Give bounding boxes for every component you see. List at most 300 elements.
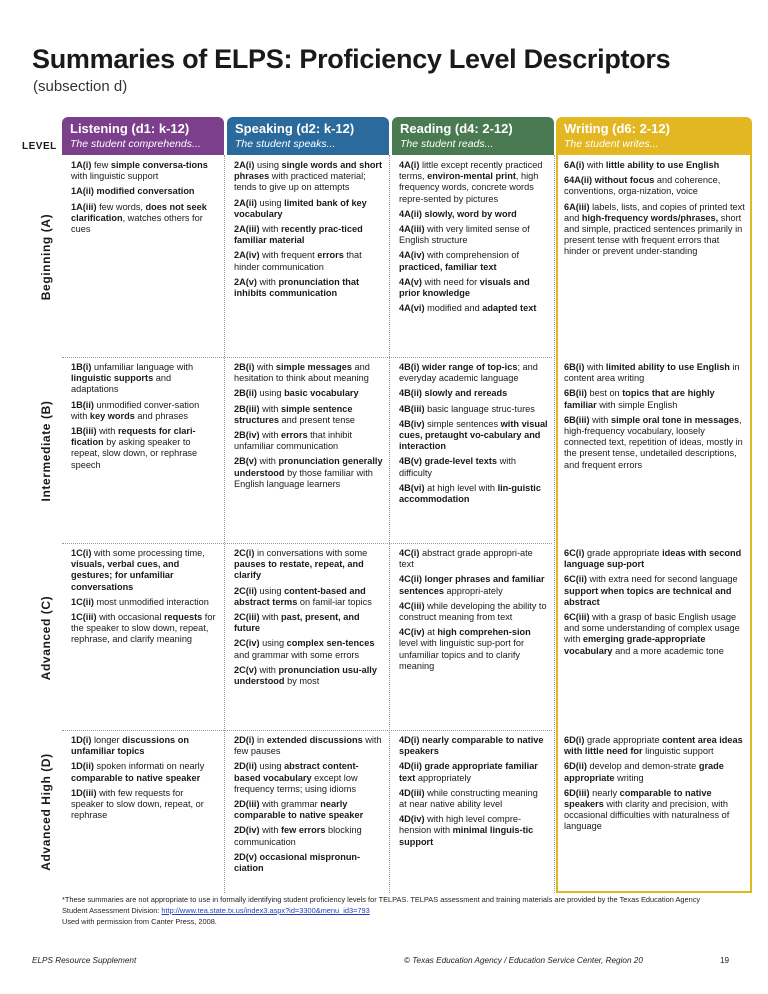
descriptor-emphasis: content-based and abstract terms	[234, 585, 366, 607]
descriptor-text: with	[262, 612, 281, 623]
descriptor-text: with	[262, 825, 281, 836]
descriptor-code: 2C(i)	[234, 548, 257, 558]
descriptor-text: with comprehension of	[427, 250, 520, 261]
descriptor-emphasis: errors	[281, 430, 308, 441]
descriptor-code: 4A(iii)	[399, 224, 428, 235]
descriptor-item	[71, 612, 218, 646]
page-subtitle: (subsection d)	[33, 78, 128, 95]
descriptor-text: with	[259, 276, 279, 287]
descriptor-item	[399, 456, 548, 478]
footer-center: © Texas Education Agency / Education Service Center, Region 20	[404, 956, 643, 965]
row-label-text: Advanced (C)	[39, 595, 53, 680]
descriptor-code: 4B(vi)	[399, 482, 428, 493]
descriptor-emphasis: key words	[89, 410, 135, 421]
row-label	[36, 545, 56, 730]
descriptor-text: ; and everyday academic language	[399, 362, 538, 384]
descriptor-text: with occasional	[99, 612, 164, 623]
descriptor-emphasis: minimal linguis-tic support	[399, 825, 534, 847]
descriptor-emphasis: occasional mispronun-ciation	[234, 851, 361, 874]
descriptor-text: by those familiar with English language learners	[234, 467, 373, 489]
descriptor-text: that hinder communication	[234, 250, 362, 272]
descriptor-text: and present tense	[278, 414, 356, 425]
descriptor-text: at high level with	[427, 482, 498, 493]
footer-left: ELPS Resource Supplement	[32, 956, 137, 965]
descriptor-emphasis: grade-level texts	[424, 456, 498, 467]
descriptor-emphasis: requests for clari-fication	[71, 426, 196, 448]
descriptor-emphasis: with visual cues, pretaught vo-cabulary and interaction	[399, 418, 548, 452]
descriptor-code: 1A(i)	[71, 160, 94, 170]
descriptor-code: 2B(i)	[234, 362, 257, 372]
descriptor-emphasis: slowly, word by word	[424, 208, 517, 219]
descriptor-code: 6A(i)	[564, 160, 587, 170]
row-label-text: Beginning (A)	[39, 213, 53, 301]
descriptor-code: 2C(iv)	[234, 638, 263, 649]
level-column-label: LEVEL	[22, 141, 57, 152]
descriptor-code: 4B(ii)	[399, 388, 425, 399]
descriptor-item	[564, 415, 745, 471]
descriptor-code: 4C(i)	[399, 548, 422, 558]
descriptor-text: grade appropriate	[586, 735, 663, 745]
descriptor-item	[399, 483, 548, 505]
descriptor-emphasis: grade appropriate familiar text	[399, 761, 538, 783]
descriptor-text: with	[259, 456, 279, 467]
descriptor-text: that inhibit unfamiliar communication	[234, 430, 352, 452]
descriptor-item	[564, 548, 745, 570]
row-label	[36, 157, 56, 357]
column-header-name: Writing (d6: 2-12)	[564, 121, 670, 136]
descriptor-code: 2A(iv)	[234, 250, 263, 261]
descriptor-text: develop and demon-strate	[589, 761, 699, 772]
descriptor-code: 2C(v)	[234, 664, 260, 675]
descriptor-text: longer	[93, 735, 123, 745]
descriptor-text: , watches others for cues	[71, 212, 203, 235]
column-header-reading	[392, 117, 554, 155]
descriptor-text: with simple English	[596, 399, 678, 410]
descriptor-emphasis: simple messages	[275, 362, 352, 372]
descriptor-text: with difficulty	[399, 456, 516, 478]
descriptor-text: and coherence, conventions, orga-nization, voice	[564, 175, 721, 197]
column-header-name: Listening (d1: k-12)	[70, 121, 190, 136]
descriptor-item	[234, 761, 383, 795]
descriptor-emphasis: discussions on unfamiliar topics	[71, 735, 189, 757]
descriptor-emphasis: simple conversa-tions	[110, 160, 208, 170]
descriptor-cell	[62, 157, 224, 357]
descriptor-item	[71, 788, 218, 822]
descriptor-code: 2D(i)	[234, 735, 257, 745]
descriptor-code: 1D(ii)	[71, 761, 97, 772]
descriptor-text: with few pauses	[234, 735, 382, 757]
descriptor-item	[71, 735, 218, 757]
descriptor-cell	[555, 732, 751, 892]
descriptor-emphasis: abstract content-based vocabulary	[234, 761, 359, 783]
descriptor-code: 1D(i)	[71, 735, 94, 745]
descriptor-item	[564, 761, 745, 783]
descriptor-code: 6D(ii)	[564, 761, 590, 772]
descriptor-item	[399, 814, 548, 848]
descriptor-emphasis: content area ideas with little need for	[564, 735, 743, 757]
descriptor-item	[399, 303, 548, 314]
descriptor-item	[71, 761, 218, 783]
descriptor-item	[71, 202, 218, 236]
descriptor-emphasis: without focus	[594, 175, 655, 186]
descriptor-code: 4C(iv)	[399, 627, 428, 638]
descriptor-code: 4C(iii)	[399, 600, 428, 611]
descriptor-cell	[390, 359, 554, 543]
descriptor-code: 1C(i)	[71, 548, 94, 558]
descriptor-emphasis: pronunciation usu-ally understood	[234, 664, 377, 687]
descriptor-text: most unmodified interaction	[96, 596, 209, 607]
descriptor-item	[564, 175, 745, 197]
descriptor-emphasis: complex sen-tences	[286, 638, 375, 649]
descriptor-text: with	[99, 426, 118, 437]
column-header-name: Reading (d4: 2-12)	[400, 121, 513, 136]
descriptor-emphasis: modified conversation	[96, 186, 195, 197]
descriptor-text: , high frequency words, concrete words repre-sented by pictures	[399, 171, 539, 204]
descriptor-cell	[62, 545, 224, 730]
row-label-text: Intermediate (B)	[39, 400, 53, 502]
descriptor-text: with practiced material; tends to give up on attempts	[234, 171, 366, 193]
descriptor-item	[71, 400, 218, 422]
descriptor-text: with	[262, 224, 281, 235]
descriptor-code: 6B(i)	[564, 362, 587, 372]
descriptor-text: and hesitation to think about meaning	[234, 362, 370, 384]
descriptor-item	[564, 788, 745, 833]
descriptor-emphasis: linguistic supports	[71, 373, 154, 384]
descriptor-item	[234, 548, 383, 582]
descriptor-code: 4B(v)	[399, 456, 425, 467]
descriptor-text: for the speaker to slow down, repeat, rephrase, and clarify meaning	[71, 612, 216, 645]
descriptor-emphasis: comparable to native speakers	[564, 787, 712, 810]
descriptor-item	[399, 388, 548, 399]
descriptor-text: few	[93, 160, 111, 170]
descriptor-code: 2A(ii)	[234, 197, 260, 208]
descriptor-text: using	[259, 197, 285, 208]
descriptor-cell	[390, 157, 554, 357]
descriptor-text: with frequent	[262, 250, 318, 261]
descriptor-emphasis: requests	[163, 612, 203, 623]
descriptor-emphasis: wider range of top-ics	[421, 362, 518, 372]
descriptor-text: using	[262, 638, 287, 649]
descriptor-item	[564, 574, 745, 608]
descriptor-item	[399, 224, 548, 246]
descriptor-code: 2D(iii)	[234, 799, 263, 810]
descriptor-item	[564, 362, 745, 384]
descriptor-text: on famil-iar topics	[297, 596, 372, 607]
column-header-name: Speaking (d2: k-12)	[235, 121, 355, 136]
descriptor-code: 6A(iii)	[564, 201, 593, 212]
descriptor-item	[234, 250, 383, 272]
descriptor-code: 2B(iii)	[234, 403, 263, 414]
descriptor-text: , high-frequency vocabulary, loosely connected text, repetition of ideas, mostly in the present tense, undetailed descriptions, and frequent errors	[564, 414, 743, 470]
descriptor-item	[399, 160, 548, 205]
row-divider	[62, 357, 552, 358]
descriptor-text: short and simple, practiced sentences primarily in present tense with frequent errors that hinder or prevent under-standing	[564, 212, 743, 257]
descriptor-item	[234, 735, 383, 757]
descriptor-code: 4B(i)	[399, 362, 422, 372]
descriptor-code: 1C(ii)	[71, 596, 97, 607]
descriptor-text: in	[256, 735, 267, 745]
descriptor-emphasis: lin-guistic accommodation	[399, 482, 541, 505]
descriptor-text: with	[592, 414, 611, 425]
descriptor-text: and a more academic tone	[612, 645, 724, 656]
descriptor-code: 2D(iv)	[234, 825, 263, 836]
descriptor-emphasis: simple sentence structures	[234, 403, 353, 425]
descriptor-code: 6B(iii)	[564, 414, 593, 425]
descriptor-cell	[390, 545, 554, 730]
descriptor-code: 6C(ii)	[564, 574, 590, 585]
descriptor-emphasis: topics that are highly familiar	[564, 388, 715, 410]
column-header-sub: The student speaks...	[235, 138, 336, 150]
descriptor-item	[234, 612, 383, 634]
descriptor-emphasis: longer phrases and familiar sentences	[399, 574, 545, 596]
descriptor-item	[234, 430, 383, 452]
descriptor-item	[234, 825, 383, 847]
descriptor-text: at	[427, 627, 438, 638]
column-header-listening	[62, 117, 224, 155]
descriptor-item	[234, 665, 383, 687]
descriptor-code: 1D(iii)	[71, 787, 100, 798]
descriptor-item	[71, 362, 218, 396]
descriptor-text: nearly	[592, 787, 620, 798]
descriptor-item	[71, 186, 218, 197]
descriptor-item	[564, 735, 745, 757]
row-divider	[62, 730, 552, 731]
descriptor-text: spoken informati on nearly	[96, 761, 205, 772]
descriptor-text: with clarity and precision, with occasional difficulties with naturalness of language	[564, 799, 730, 832]
descriptor-emphasis: grade appropriate	[564, 761, 724, 783]
descriptor-code: 4A(vi)	[399, 303, 428, 314]
descriptor-code: 4B(iv)	[399, 418, 428, 429]
descriptor-text: grade appropriate	[586, 548, 663, 558]
descriptor-text: with	[256, 362, 276, 372]
descriptor-code: 6C(i)	[564, 548, 587, 558]
descriptor-code: 4D(iv)	[399, 814, 428, 825]
descriptor-text: using	[259, 585, 285, 596]
descriptor-code: 6B(ii)	[564, 388, 590, 399]
descriptor-emphasis: adapted text	[482, 303, 537, 314]
descriptor-text: unmodified conver-sation with	[71, 399, 200, 421]
descriptor-emphasis: visuals, verbal cues, and gestures; for unfamiliar conversations	[71, 559, 180, 592]
descriptor-code: 2A(iii)	[234, 224, 263, 235]
descriptor-text: and phrases	[134, 410, 188, 421]
descriptor-code: 4D(ii)	[399, 761, 425, 772]
descriptor-text: basic language struc-tures	[427, 403, 535, 414]
descriptor-emphasis: basic vocabulary	[284, 388, 359, 399]
descriptor-text: except low frequency terms; using idioms	[234, 772, 358, 794]
descriptor-item	[399, 277, 548, 299]
column-header-writing	[556, 117, 752, 155]
descriptor-text: with	[586, 160, 606, 170]
descriptor-code: 2D(v)	[234, 851, 260, 862]
descriptor-item	[399, 627, 548, 672]
descriptor-cell	[225, 545, 389, 730]
footnote-text: *These summaries are not appropriate to use in formally identifying student proficiency levels for TELPAS. TELPAS assessment and training materials are provided by the Texas Education Agency Student Assessment Division:	[62, 895, 701, 915]
descriptor-code: 2B(iv)	[234, 430, 263, 441]
descriptor-code: 2B(v)	[234, 456, 260, 467]
descriptor-item	[234, 277, 383, 299]
column-header-sub: The student writes...	[564, 138, 659, 150]
descriptor-text: appropriately	[415, 772, 472, 783]
descriptor-emphasis: limited bank of key vocabulary	[234, 197, 367, 219]
descriptor-item	[399, 788, 548, 810]
descriptor-cell	[555, 545, 751, 730]
descriptor-code: 4A(i)	[399, 160, 422, 170]
descriptor-text: while constructing meaning at near native ability level	[399, 787, 538, 810]
descriptor-code: 1A(iii)	[71, 201, 100, 212]
descriptor-code: 4A(v)	[399, 276, 425, 287]
descriptor-code: 1B(iii)	[71, 426, 100, 437]
descriptor-text: with linguistic support	[71, 171, 159, 182]
descriptor-emphasis: comparable to native speaker	[71, 772, 201, 783]
descriptor-emphasis: limited ability to use English	[605, 362, 730, 372]
descriptor-emphasis: high-frequency words/phrases,	[581, 212, 719, 223]
descriptor-item	[564, 388, 745, 410]
descriptor-text: in conversations with some	[256, 548, 368, 558]
descriptor-code: 6C(iii)	[564, 612, 593, 623]
descriptor-text: little except recently practiced terms,	[399, 160, 543, 182]
descriptor-item	[71, 548, 218, 593]
descriptor-text: modified and	[427, 303, 483, 314]
descriptor-item	[234, 852, 383, 874]
descriptor-item	[399, 574, 548, 596]
descriptor-cell	[62, 359, 224, 543]
descriptor-text: with a grasp of basic English usage and some understanding of complex usage with	[564, 612, 740, 645]
descriptor-item	[564, 160, 745, 171]
descriptor-text: with very limited sense of English structure	[399, 224, 530, 246]
descriptor-text: level with linguistic sup-port for unfamiliar topics and to clarify meaning	[399, 638, 525, 671]
descriptor-item	[399, 761, 548, 783]
descriptor-code: 4A(iv)	[399, 250, 428, 261]
descriptor-item	[234, 799, 383, 821]
column-header-sub: The student reads...	[400, 138, 494, 150]
descriptor-text: with high level compre-hension with	[399, 814, 522, 836]
descriptor-code: 2A(i)	[234, 160, 257, 170]
descriptor-text: while developing the ability to construct meaning from text	[399, 600, 547, 623]
descriptor-code: 2D(ii)	[234, 761, 260, 772]
descriptor-text: with	[262, 403, 281, 414]
descriptor-item	[399, 735, 548, 757]
descriptor-emphasis: pronunciation generally understood	[234, 456, 383, 478]
descriptor-item	[71, 597, 218, 608]
descriptor-code: 2C(iii)	[234, 612, 263, 623]
descriptor-text: with extra need for second language	[589, 574, 738, 585]
descriptor-cell	[390, 732, 554, 892]
page-title: Summaries of ELPS: Proficiency Level Descriptors	[32, 44, 671, 74]
descriptor-code: 4D(iii)	[399, 787, 428, 798]
descriptor-emphasis: little ability to use English	[605, 160, 720, 170]
descriptor-code: 6D(i)	[564, 735, 587, 745]
descriptor-cell	[555, 157, 751, 357]
descriptor-emphasis: emerging grade-appropriate vocabulary	[564, 634, 706, 656]
descriptor-emphasis: extended discussions	[266, 735, 363, 745]
descriptor-text: with	[262, 430, 281, 441]
descriptor-emphasis: high comprehen-sion	[437, 627, 531, 638]
descriptor-text: labels, lists, and copies of printed text and	[564, 201, 745, 223]
descriptor-item	[234, 388, 383, 399]
descriptor-code: 2B(ii)	[234, 388, 260, 399]
descriptor-text: best on	[589, 388, 623, 399]
footnote	[62, 895, 722, 927]
descriptor-code: 6D(iii)	[564, 787, 593, 798]
descriptor-text: with grammar	[262, 799, 321, 810]
descriptor-code: 1C(iii)	[71, 612, 100, 623]
descriptor-text: blocking communication	[234, 825, 362, 847]
descriptor-emphasis: past, present, and future	[234, 612, 360, 634]
descriptor-code: 64A(ii)	[564, 175, 595, 186]
descriptor-item	[399, 250, 548, 272]
descriptor-emphasis: nearly comparable to native speaker	[234, 799, 364, 821]
descriptor-item	[234, 224, 383, 246]
descriptor-item	[234, 160, 383, 194]
descriptor-text: in content area writing	[564, 362, 740, 384]
descriptor-emphasis: does not seek clarification	[71, 201, 207, 223]
descriptor-item	[564, 612, 745, 657]
page-number: 19	[720, 956, 730, 965]
descriptor-text: by asking speaker to repeat, slow down, or rephrase speech	[71, 437, 198, 470]
descriptor-item	[234, 586, 383, 608]
descriptor-text: unfamiliar language with	[93, 362, 194, 372]
descriptor-emphasis: pauses to restate, repeat, and clarify	[234, 559, 364, 581]
descriptor-text: with	[259, 664, 279, 675]
descriptor-emphasis: environ-mental print	[427, 171, 516, 182]
descriptor-item	[399, 362, 548, 384]
descriptor-code: 1B(ii)	[71, 399, 97, 410]
descriptor-text: writing	[614, 772, 644, 783]
descriptor-text: with	[586, 362, 606, 372]
descriptor-text: with few requests for speaker to slow down, repeat, or rephrase	[71, 787, 204, 821]
descriptor-item	[71, 160, 218, 182]
row-divider	[62, 543, 552, 544]
descriptor-item	[71, 426, 218, 471]
descriptor-code: 2A(v)	[234, 276, 260, 287]
descriptor-item	[234, 456, 383, 490]
descriptor-cell	[555, 359, 751, 543]
descriptor-code: 4D(i)	[399, 735, 422, 745]
descriptor-text: linguistic support	[642, 746, 714, 757]
row-label-text: Advanced High (D)	[39, 753, 53, 871]
descriptor-item	[399, 419, 548, 453]
descriptor-emphasis: nearly comparable to native speakers	[399, 735, 544, 757]
descriptor-emphasis: pronunciation that inhibits communication	[234, 276, 360, 299]
descriptor-item	[399, 548, 548, 570]
descriptor-code: 1A(ii)	[71, 186, 97, 197]
descriptor-emphasis: errors	[317, 250, 344, 261]
footnote-link[interactable]: http://www.tea.state.tx.us/index3.aspx?id=3300&menu_id3=793	[161, 905, 370, 915]
descriptor-text: with need for	[424, 276, 480, 287]
descriptor-item	[234, 362, 383, 384]
column-header-speaking	[227, 117, 389, 155]
descriptor-text: appropri-ately	[443, 585, 503, 596]
descriptor-item	[399, 404, 548, 415]
descriptor-emphasis: few errors	[281, 825, 326, 836]
descriptor-text: by most	[284, 676, 320, 687]
descriptor-emphasis: ideas with second language sup-port	[564, 548, 742, 570]
descriptor-text: and grammar with some errors	[234, 649, 360, 660]
descriptor-text: abstract grade appropri-ate text	[399, 548, 533, 570]
descriptor-code: 4A(ii)	[399, 208, 425, 219]
descriptor-text: using	[259, 388, 285, 399]
descriptor-code: 1B(i)	[71, 362, 94, 372]
descriptor-text: simple sentences	[427, 418, 501, 429]
footnote-permission: Used with permission from Canter Press, 2008.	[62, 916, 217, 926]
descriptor-text: and adaptations	[71, 373, 172, 395]
descriptor-code: 4B(iii)	[399, 403, 428, 414]
descriptor-emphasis: simple oral tone in messages	[610, 414, 740, 425]
descriptor-item	[234, 404, 383, 426]
column-header-sub: The student comprehends...	[70, 138, 201, 150]
descriptor-item	[399, 209, 548, 220]
row-label	[36, 359, 56, 543]
